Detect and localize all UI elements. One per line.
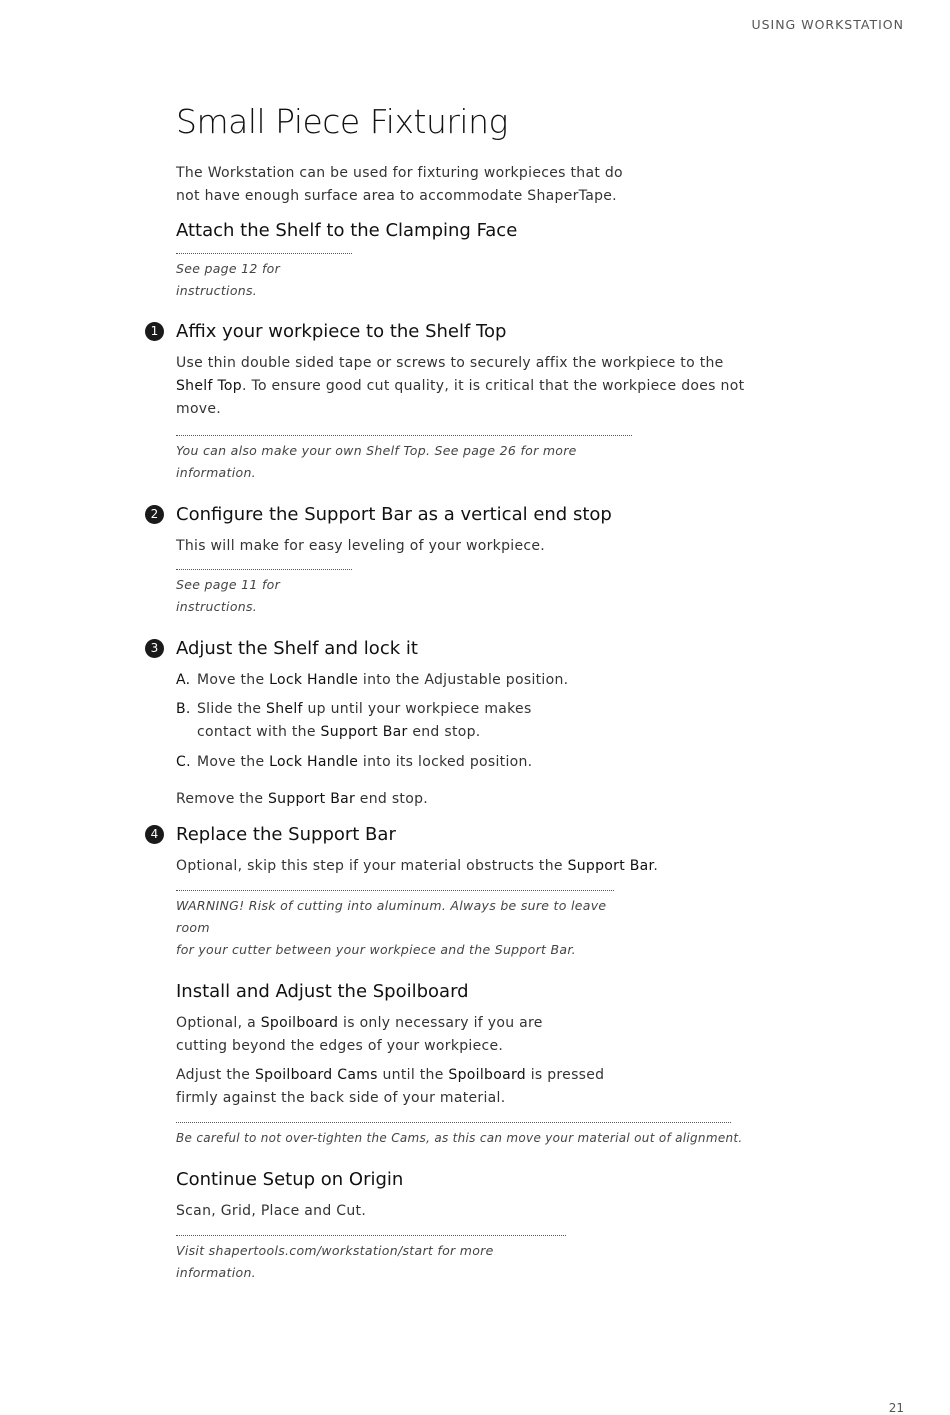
step-4-warning-note (176, 890, 614, 961)
list-item (176, 698, 776, 744)
step-2-text: This will make for easy leveling of your workpiece. (176, 538, 546, 554)
step-4-text (176, 855, 776, 878)
step-1-bold-term: Shelf Top (176, 378, 242, 394)
list-item-text (197, 751, 532, 774)
list-item-text (197, 669, 568, 692)
step-3-heading: Adjust the Shelf and lock it (176, 638, 418, 659)
bold-term: Spoilboard (448, 1067, 526, 1083)
text-part: cutting beyond the edges of your workpiece. (176, 1038, 504, 1054)
text-part: . (653, 858, 659, 874)
list-letter: C. (176, 754, 191, 770)
text-part: Remove the (176, 791, 268, 807)
list-item (176, 751, 776, 774)
page-title: Small Piece Fixturing (176, 102, 508, 141)
step-1 (150, 320, 776, 484)
spoilboard-section (176, 980, 776, 1149)
step-2-note: See page 11 for instructions. (176, 569, 352, 618)
bold-term: Spoilboard (260, 1015, 339, 1031)
text-part: is pressed (525, 1067, 605, 1083)
step-number-badge: 3 (145, 639, 164, 658)
text-part: into the Adjustable position. (358, 672, 569, 688)
text-part: Move the (197, 754, 270, 770)
text-part: Adjust the (176, 1067, 255, 1083)
bold-term: Lock Handle (269, 754, 359, 770)
attach-heading: Attach the Shelf to the Clamping Face (176, 220, 518, 241)
intro-paragraph: The Workstation can be used for fixturing workpieces that do not have enough surface area to accommodate ShaperTape. (176, 165, 623, 204)
text-part: contact with the (197, 724, 321, 740)
step-1-note: You can also make your own Shelf Top. See page 26 for more information. (176, 435, 632, 484)
step-4 (150, 823, 776, 961)
list-letter: A. (176, 672, 191, 688)
list-item (176, 669, 776, 692)
text-part: is only necessary if you are (338, 1015, 543, 1031)
continue-text: Scan, Grid, Place and Cut. (176, 1203, 367, 1219)
continue-heading: Continue Setup on Origin (176, 1169, 404, 1190)
step-number-badge: 2 (145, 505, 164, 524)
warning-line: WARNING! Risk of cutting into aluminum. Always be sure to leave room (176, 898, 607, 935)
bold-term: Lock Handle (269, 672, 359, 688)
step-1-heading: Affix your workpiece to the Shelf Top (176, 321, 507, 342)
step-number-badge: 4 (145, 825, 164, 844)
continue-note: Visit shapertools.com/workstation/start for more information. (176, 1235, 566, 1284)
step-2 (150, 503, 776, 618)
step-3-remove-text (176, 788, 776, 811)
step-number-badge: 1 (145, 322, 164, 341)
spoilboard-paragraph-1 (176, 1012, 776, 1058)
page-content (150, 100, 776, 1284)
step-4-heading: Replace the Support Bar (176, 824, 396, 845)
spoilboard-heading: Install and Adjust the Spoilboard (176, 981, 469, 1002)
attach-section (176, 219, 776, 302)
list-item-text (197, 698, 532, 744)
attach-note: See page 12 for instructions. (176, 253, 352, 302)
list-letter: B. (176, 701, 191, 717)
bold-term: Shelf (266, 701, 303, 717)
text-part: up until your workpiece makes (302, 701, 532, 717)
step-1-text-part: . To ensure good cut quality, it is critical that the workpiece does not move. (176, 378, 745, 417)
bold-term: Support Bar (268, 791, 356, 807)
text-part: end stop. (407, 724, 481, 740)
text-part: Optional, skip this step if your material obstructs the (176, 858, 568, 874)
text-part: Optional, a (176, 1015, 261, 1031)
bold-term: Support Bar (567, 858, 654, 874)
text-part: firmly against the back side of your material. (176, 1090, 506, 1106)
warning-line: for your cutter between your workpiece and the Support Bar. (176, 942, 576, 957)
page-number: 21 (888, 1401, 904, 1415)
spoilboard-note: Be careful to not over-tighten the Cams, as this can move your material out of alignment. (176, 1122, 731, 1149)
text-part: end stop. (355, 791, 429, 807)
step-1-text (176, 352, 761, 421)
text-part: into its locked position. (358, 754, 533, 770)
step-1-text-part: Use thin double sided tape or screws to securely affix the workpiece to the (176, 355, 724, 371)
text-part: until the (377, 1067, 449, 1083)
continue-section (176, 1168, 776, 1284)
bold-term: Support Bar (320, 724, 408, 740)
step-3 (150, 637, 776, 811)
spoilboard-paragraph-2 (176, 1064, 776, 1110)
bold-term: Spoilboard Cams (254, 1067, 378, 1083)
step-2-heading: Configure the Support Bar as a vertical end stop (176, 504, 612, 525)
text-part: Move the (197, 672, 270, 688)
text-part: Slide the (197, 701, 267, 717)
running-header: USING WORKSTATION (751, 17, 904, 32)
